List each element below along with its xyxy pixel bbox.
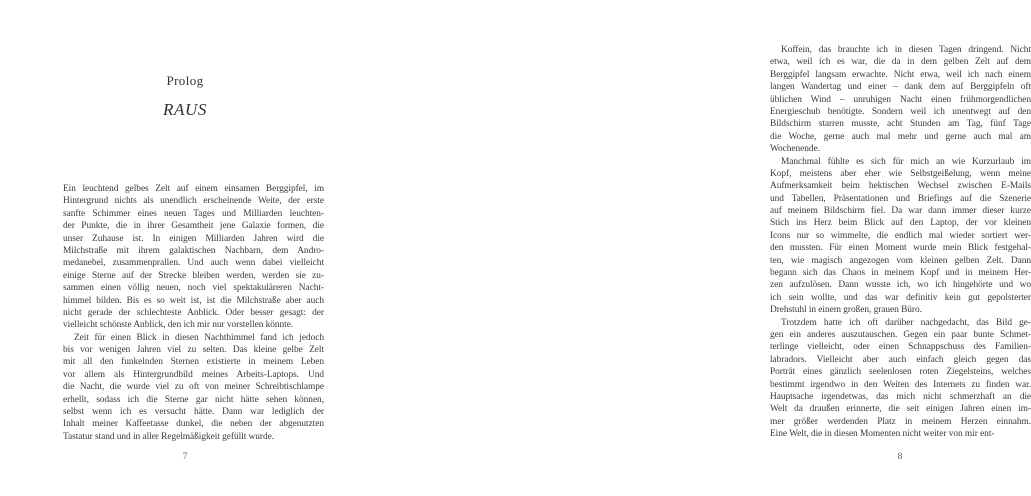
text-line: Berggipfel langsam erwachte. Nicht etwa, weil ich nach einem: [770, 69, 1031, 80]
text-line: mit all den funkelnden Sternen existierte in meinem Leben: [63, 357, 324, 368]
text-line: Eine Welt, die in diesen Momenten nicht weiter von mir ent-: [770, 429, 995, 440]
text-line: auf meinem Bildschirm fiel. Da war dann immer dieser kurze: [770, 206, 1031, 217]
text-line: Stich ins Herz beim Blick auf den Laptop, der vor kleinen: [770, 218, 1031, 229]
text-line: nicht gerade der schlechteste Anblick. Oder besser gesagt: der: [63, 307, 324, 318]
text-line: Koffein, das brauchte ich in diesen Tagen dringend. Nicht: [781, 45, 1031, 55]
text-line: gen ein anderes auszutauschen. Gegen ein paar bunte Schmet-: [770, 329, 1031, 340]
text-column-left: [63, 183, 324, 443]
text-column-right: [770, 44, 1031, 441]
text-line: Porträt eines gänzlich seelenlosen roten Ziegelsteins, welches: [770, 367, 1031, 378]
text-line: bis vor wenigen Jahren viel zu selten. Das kleine gelbe Zelt: [63, 345, 324, 356]
text-line: ten, wie magisch angezogen vom kleinen gelben Zelt. Dann: [770, 255, 1031, 266]
text-line: Milchstraße mit ihrem galaktischen Nachbarn, dem Andro-: [63, 245, 324, 256]
text-line: Inhalt meiner Kaffeetasse dunkel, die neben der abgenutzten: [63, 419, 324, 430]
text-line: die Nacht, die wurde viel zu oft von meiner Schreibtischlampe: [63, 382, 324, 393]
text-line: Hintergrund nichts als unendlich erscheinende Weite, der erste: [63, 196, 324, 207]
text-line: himmel bilden. Bis es so weit ist, ist die Milchstraße aber auch: [63, 295, 324, 306]
text-line: üblichen Wind – unruhigen Nacht einen frühmorgendlichen: [770, 94, 1031, 105]
text-line: Trotzdem hatte ich oft darüber nachgedacht, das Bild ge-: [781, 317, 1031, 328]
text-line: sanfte Schimmer eines neuen Tages und Milliarden leuchten-: [63, 208, 324, 219]
text-line: ich sein wollte, und das war definitiv kein gut gepolsterter: [770, 292, 1031, 303]
text-line: bestimmt irgendwo in den Weiten des Internets zu finden war.: [770, 379, 1031, 390]
text-line: vor allem als Hintergrundbild meines Arbeits-Laptops. Und: [63, 369, 324, 380]
text-line: Manchmal fühlte es sich für mich an wie Kurzurlaub im: [781, 156, 1031, 167]
text-line: Ein leuchtend gelbes Zelt auf einem einsamen Berggipfel, im: [63, 184, 324, 194]
text-line: labradors. Vielleicht aber auch einfach gleich gegen das: [770, 354, 1031, 365]
text-line: unser Zuhause ist. In einigen Milliarden Jahren wird die: [63, 233, 324, 244]
chapter-heading: Prolog: [166, 73, 204, 88]
text-line: etwa, weil ich es war, die da in dem gelben Zelt auf dem: [770, 57, 1031, 68]
text-line: einige Sterne auf der Strecke bleiben werden, werden sie zu-: [63, 270, 324, 281]
text-line: Drehstuhl in einem großen, grauen Büro.: [770, 305, 922, 316]
text-line: Welt da draußen erinnerte, die seit einigen Jahren einen im-: [770, 404, 1031, 415]
text-line: Icons nur so wimmelte, die endlich mal wieder sortiert wer-: [770, 230, 1031, 241]
text-line: erhellt, sodass ich die Sterne gar nicht hätte sehen können,: [63, 394, 324, 405]
page-number-left: 7: [182, 452, 188, 462]
page-right: [368, 0, 1031, 496]
text-line: die Woche, gerne auch mal mehr und gerne auch mal am: [770, 131, 1031, 142]
text-line: Energieschub benötigte. Sondern weil ich unentwegt auf den: [770, 106, 1031, 117]
text-line: den mussten. Für einen Moment wurde mein Blick festgehal-: [770, 243, 1031, 254]
text-line: begann sich das Chaos in meinem Kopf und in meinem Her-: [770, 268, 1031, 279]
text-line: medanebel, zusammenprallen. Und auch wenn dabei vielleicht: [63, 258, 324, 269]
text-line: mer größer werdenden Platz in meinem Herzen einnahm.: [770, 416, 1031, 427]
text-line: Tastatur stand und in aller Regelmäßigkeit gefüllt wurde.: [63, 431, 275, 442]
text-line: der Punkte, die in ihrer Gesamtheit jene Galaxie formen, die: [63, 221, 324, 232]
text-line: Kopf, meistens aber eher wie Selbstgeißelung, wenn meine: [770, 168, 1031, 179]
text-line: Bildschirm starren musste, acht Stunden am Tag, fünf Tage: [770, 119, 1031, 130]
text-line: Aufmerksamkeit beim hektischen Wechsel zwischen E-Mails: [770, 181, 1031, 192]
text-line: zen aufzulösen. Dann wusste ich, wo ich hingehörte und wo: [770, 280, 1031, 291]
text-line: selbst wenn ich es versucht hätte. Dann war lediglich der: [63, 407, 324, 418]
text-line: Zeit für einen Blick in diesen Nachthimmel fand ich jedoch: [74, 332, 324, 343]
chapter-title: RAUS: [163, 100, 207, 119]
text-line: Wochenende.: [770, 144, 820, 155]
text-line: langen Wandertag und einer – dank dem auf Berggipfeln oft: [770, 82, 1031, 93]
text-line: vielleicht schönste Anblick, den ich mir nur vorstellen könnte.: [63, 320, 294, 331]
text-line: und Tabellen, Präsentationen und Briefings auf die Szenerie: [770, 193, 1031, 204]
text-line: sammen einen völlig neuen, noch viel spektakuläreren Nacht-: [63, 283, 324, 294]
text-line: Hauptsache irgendetwas, das mich nicht schmerzhaft an die: [770, 391, 1031, 402]
text-line: terlinge vielleicht, oder einen Schnappschuss des Familien-: [770, 342, 1031, 353]
page-number-right: 8: [897, 452, 903, 462]
page-left: [0, 0, 368, 496]
